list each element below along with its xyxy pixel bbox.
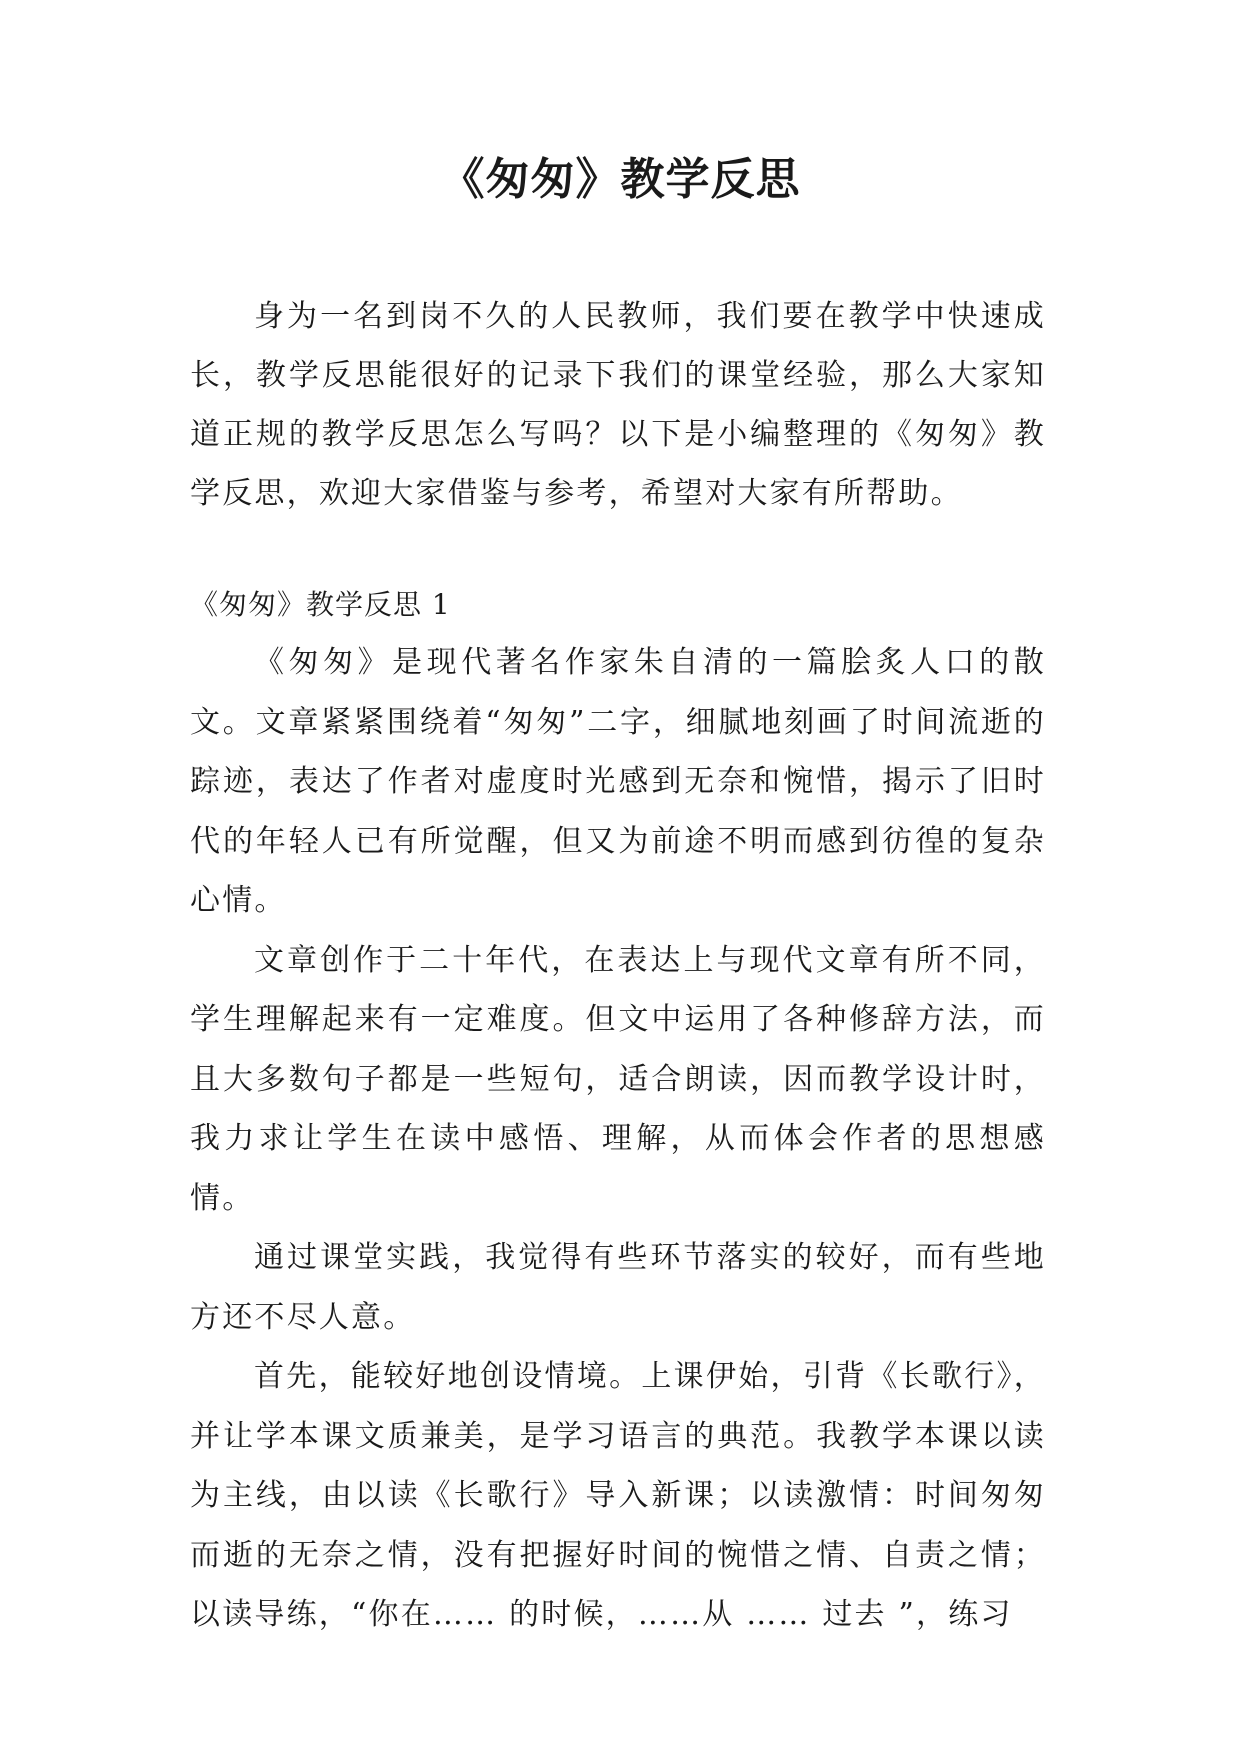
section-paragraph-1: 《匆匆》是现代著名作家朱自清的一篇脍炙人口的散文。文章紧紧围绕着“匆匆”二字，细腻地刻画了时间流逝的踪迹，表达了作者对虚度时光感到无奈和惋惜，揭示了旧时代的年轻人已有所觉醒，但又为前途不明而感到彷徨的复杂心情。: [190, 645, 1046, 918]
section-paragraph-2: 文章创作于二十年代，在表达上与现代文章有所不同，学生理解起来有一定难度。但文中运用了各种修辞方法，而且大多数句子都是一些短句，适合朗读，因而教学设计时，我力求让学生在读中感悟、理解，从而体会作者的思想感情。: [190, 942, 1046, 1216]
section-heading: 《匆匆》教学反思 1: [190, 588, 451, 621]
section-1: [190, 577, 1046, 1645]
section-paragraph-4: 首先，能较好地创设情境。上课伊始，引背《长歌行》，并让学本课文质兼美，是学习语言的典范。我教学本课以读为主线，由以读《长歌行》导入新课；以读激情：时间匆匆而逝的无奈之情，没有把握好时间的惋惜之情、自责之情；以读导练，“你在…… 的时候，……从 …… 过去 ”，练习: [190, 1359, 1046, 1632]
section-paragraph-3: 通过课堂实践，我觉得有些环节落实的较好，而有些地方还不尽人意。: [190, 1240, 1046, 1335]
intro-paragraph: 身为一名到岗不久的人民教师，我们要在教学中快速成长，教学反思能很好的记录下我们的课堂经验，那么大家知道正规的教学反思怎么写吗？以下是小编整理的《匆匆》教学反思，欢迎大家借鉴与参考，希望对大家有所帮助。: [190, 299, 1046, 511]
document-title: 《匆匆》教学反思: [440, 154, 801, 205]
